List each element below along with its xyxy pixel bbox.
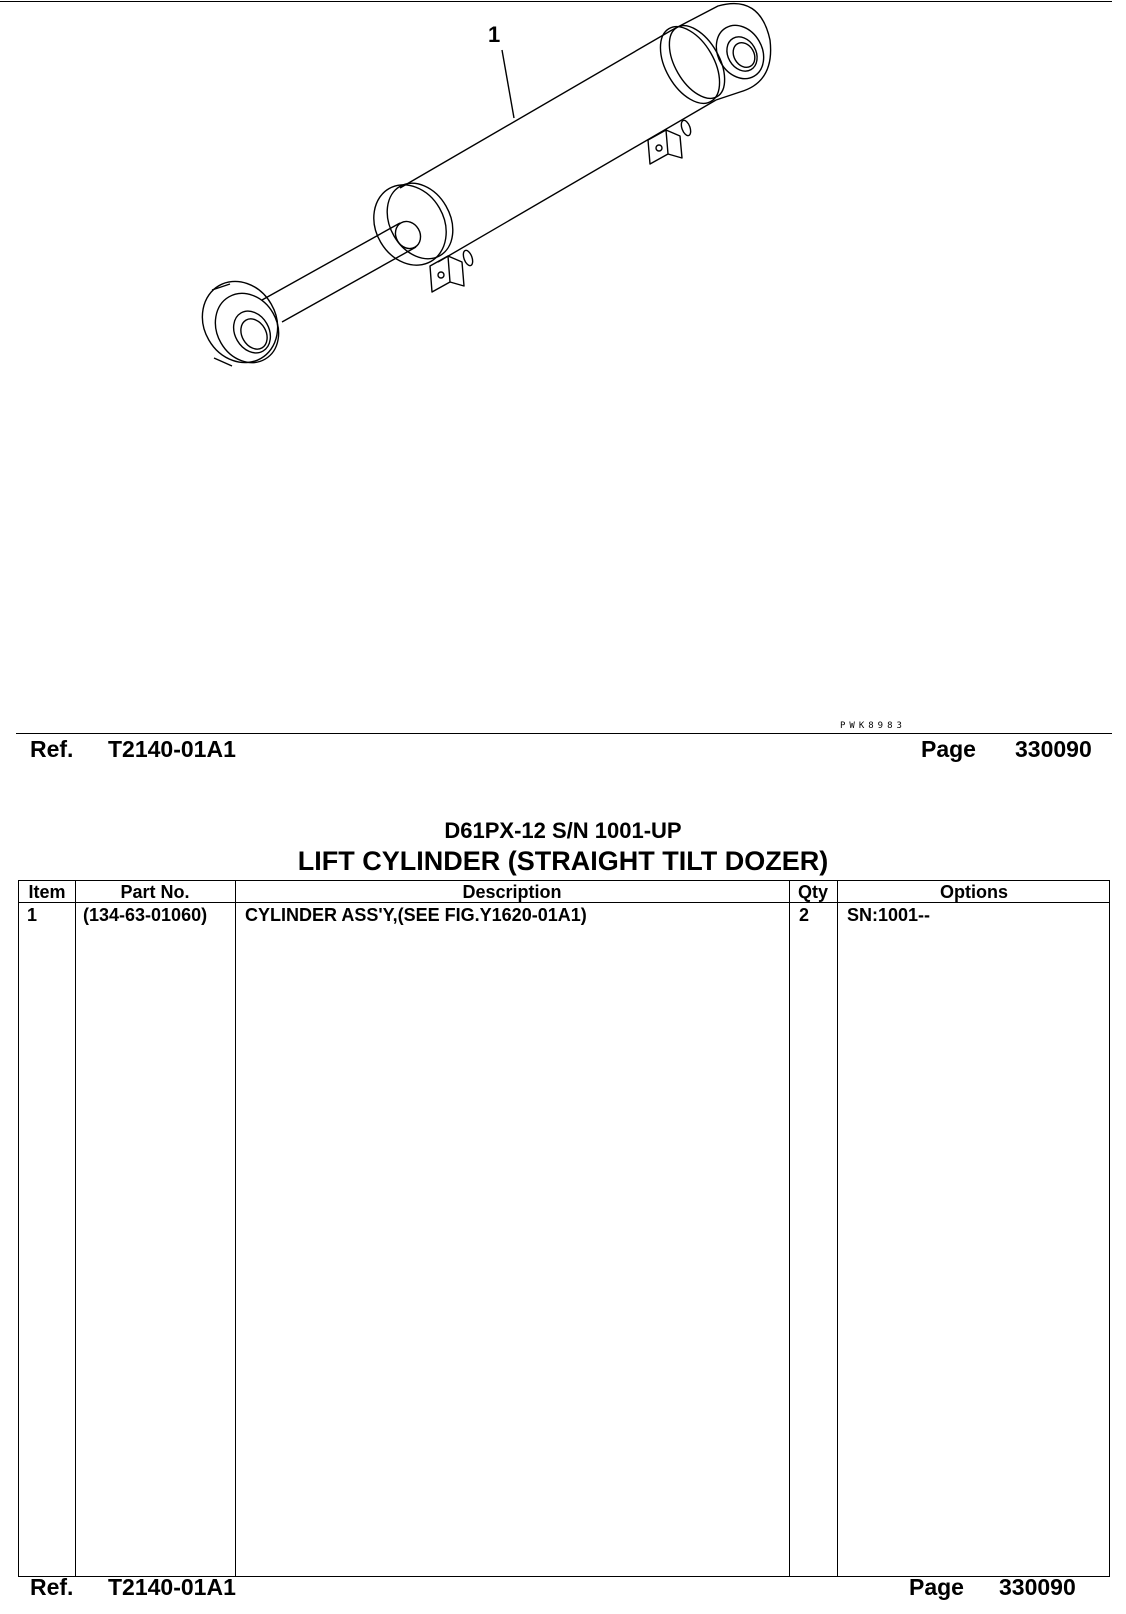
page-label: Page (921, 736, 976, 762)
footer-ref-label: Ref. (30, 1574, 74, 1600)
model-line: D61PX-12 S/N 1001-UP (444, 818, 682, 843)
reference-header (16, 734, 1098, 768)
cylinder-barrel (360, 16, 736, 278)
mounting-bracket (430, 249, 474, 292)
header-rule (19, 902, 1109, 903)
column-divider (789, 881, 790, 1576)
row-description: CYLINDER ASS'Y,(SEE FIG.Y1620-01A1) (245, 905, 587, 925)
footer-ref-value: T2140-01A1 (108, 1574, 236, 1600)
column-header-description: Description (462, 882, 562, 902)
footer-page-label: Page (909, 1574, 964, 1600)
page-title: LIFT CYLINDER (STRAIGHT TILT DOZER) (297, 846, 829, 876)
drawing-code: PWK8983 (840, 721, 906, 731)
rod-end-eye (188, 268, 292, 377)
cylinder-rod (262, 217, 425, 322)
column-header-part-no: Part No. (120, 882, 190, 902)
footer-reference (16, 1574, 1098, 1614)
column-divider (837, 881, 838, 1576)
ref-label: Ref. (30, 736, 74, 762)
footer-page-value: 330090 (999, 1574, 1076, 1600)
row-qty: 2 (799, 905, 810, 925)
row-item: 1 (27, 905, 38, 925)
row-part-no[interactable]: (134-63-01060) (83, 905, 208, 925)
page-value: 330090 (1015, 736, 1092, 762)
column-header-qty: Qty (797, 882, 828, 902)
column-header-options: Options (940, 882, 1008, 902)
mounting-bracket (648, 119, 692, 164)
parts-table (18, 880, 1110, 1577)
ref-value: T2140-01A1 (108, 736, 236, 762)
column-header-item: Item (28, 882, 66, 902)
callout-number: 1 (488, 22, 501, 47)
column-divider (235, 881, 236, 1576)
column-divider (75, 881, 76, 1576)
callout-leader (502, 50, 514, 118)
parts-figure (0, 0, 1126, 720)
row-options: SN:1001-- (847, 905, 931, 925)
